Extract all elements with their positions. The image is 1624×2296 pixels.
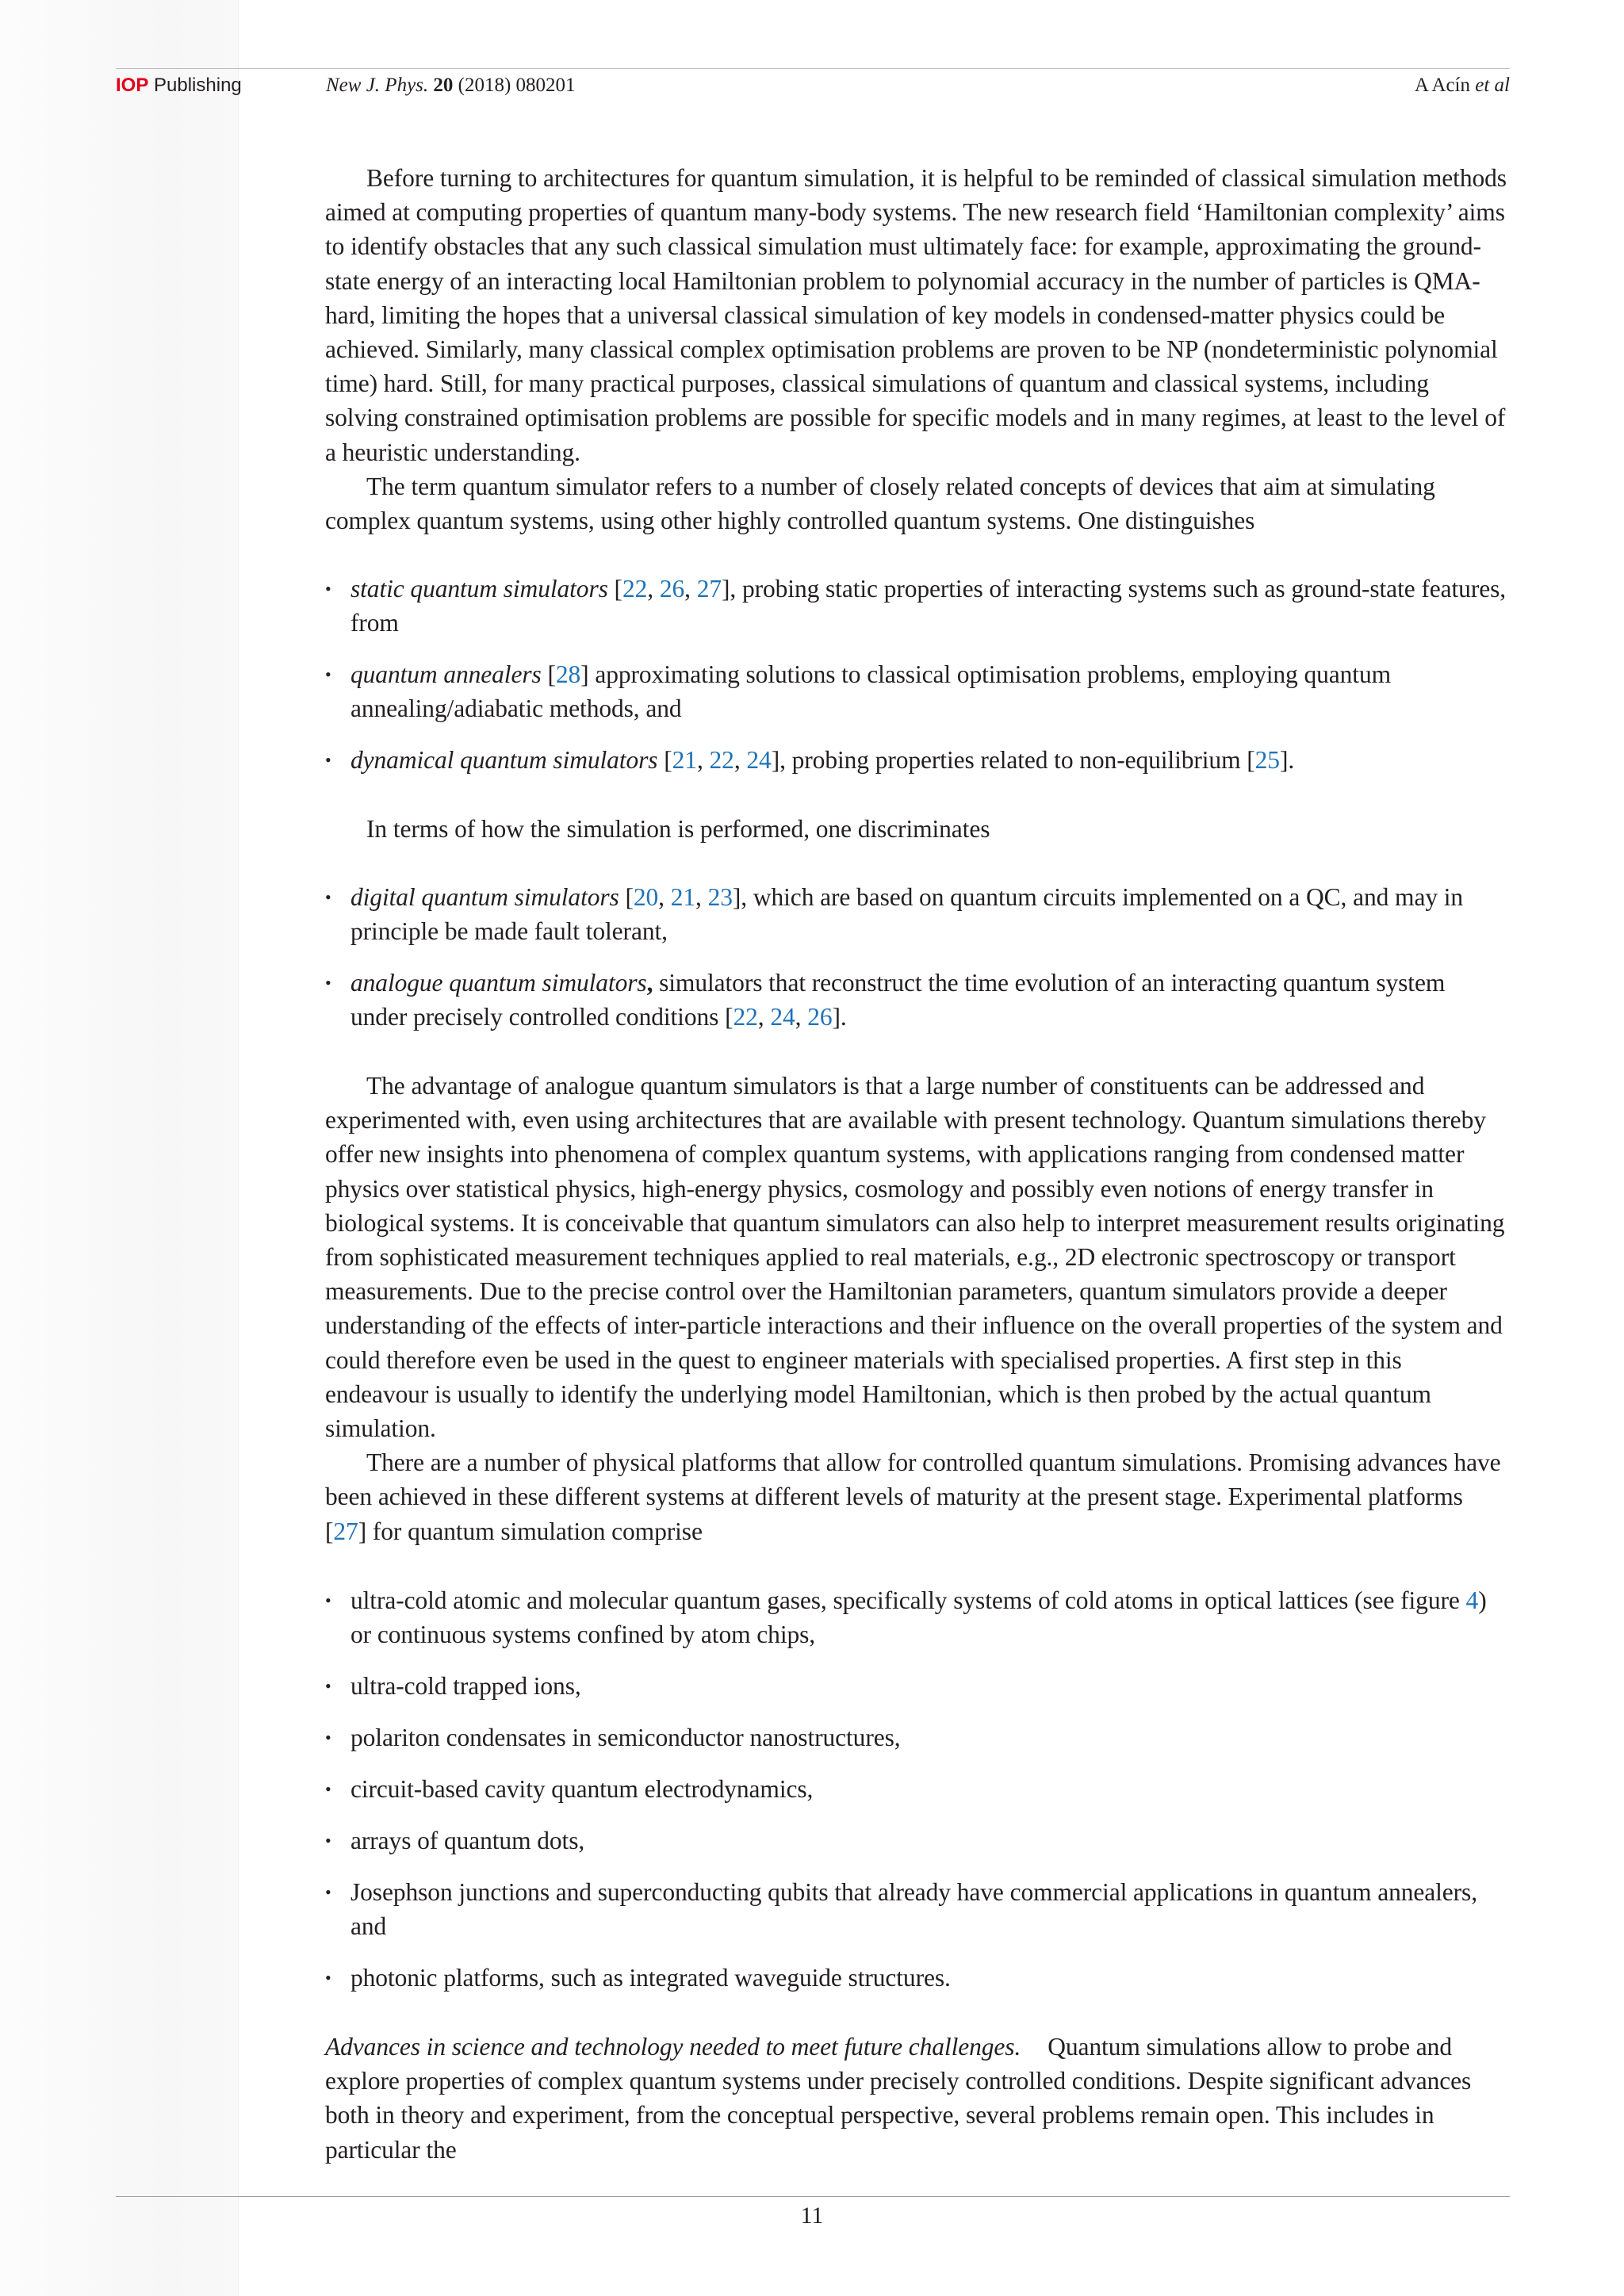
text-fragment: ], probing static properties of interacting systems such as ground-state features, from [350,575,1507,637]
text-fragment: simulators that reconstruct the time evolution of an interacting quantum system under precisely controlled conditions [ [350,969,1446,1031]
list-term: quantum annealers [350,660,542,688]
citation-link[interactable]: 22 [622,575,648,603]
list-platforms-4 [325,1772,1507,1806]
text-fragment: ], probing properties related to non-equilibrium [ [771,746,1255,774]
text-fragment: ]. [832,1003,847,1031]
citation-link[interactable]: 21 [672,746,697,774]
list-term: analogue quantum simulators [350,969,647,997]
citation-link[interactable]: 24 [746,746,772,774]
journal-volume: 20 [433,75,454,96]
citation-link[interactable]: 23 [707,883,733,911]
citation-link[interactable]: 22 [733,1003,758,1031]
run-in-heading: Advances in science and technology needed to meet future challenges. [325,2033,1021,2061]
text-fragment: ], which are based on quantum circuits implemented on a QC, and may in principle be made fault tolerant, [350,883,1464,946]
text-fragment: ]. [1279,746,1295,774]
paragraph-analogue-advantage [325,1069,1507,1548]
citation-link[interactable]: 22 [709,746,734,774]
iop-mark: IOP [116,75,149,96]
paragraph-text [325,1445,1507,1548]
text-fragment: There are a number of physical platforms that allow for controlled quantum simulations. Promising advances have been achieved in these different systems at different levels of maturity at the present stage. Experimental platforms [ [325,1448,1501,1545]
list-simulator-types [325,572,1507,640]
author-name: A Acín [1414,75,1470,96]
publisher-name: Publishing [154,75,242,96]
text-fragment: [ [541,660,556,688]
list-item: • dynamical quantum simulators [21, 22, 24], probing properties related to non-equilibrium [25]. [325,743,1507,777]
list-item: • static quantum simulators [22, 26, 27], probing static properties of interacting systems such as ground-state features, from [325,572,1507,640]
text-fragment: ] approximating solutions to classical optimisation problems, employing quantum annealing/adiabatic methods, and [350,660,1392,723]
list-term: digital quantum simulators [350,883,619,911]
citation-link[interactable]: 24 [770,1003,795,1031]
running-author [1415,75,1510,97]
text-fragment: ultra-cold atomic and molecular quantum gases, specifically systems of cold atoms in optical lattices (see figure [350,1586,1466,1614]
page-number: 11 [800,2202,824,2229]
journal-citation [326,75,576,97]
citation-link[interactable]: 27 [333,1517,358,1545]
text-fragment: ] for quantum simulation comprise [358,1517,703,1545]
list-item: • Josephson junctions and superconducting qubits that already have commercial applications in quantum annealers, and [325,1875,1507,1943]
citation-link[interactable]: 26 [807,1003,833,1031]
margin-edge [238,0,239,2296]
paragraph-advances [325,2030,1507,2167]
text-fragment: , [646,969,653,997]
text-fragment: Quantum simulations allow to probe and explore properties of complex quantum systems under precisely controlled conditions. Despite significant advances both in theory and experiment, from the conceptual perspective, several problems remain open. This includes in particular the [325,2033,1472,2164]
citation-link[interactable]: 20 [633,883,659,911]
list-term: static quantum simulators [350,575,608,603]
citation-link[interactable]: 25 [1254,746,1280,774]
paragraph-text: The term quantum simulator refers to a number of closely related concepts of devices that aim at simulating complex quantum systems, using other highly controlled quantum systems. One distinguishes [325,472,1435,535]
list-item: • circuit-based cavity quantum electrodynamics, [325,1772,1507,1806]
text-fragment: [ [619,883,634,911]
paragraph-text: The advantage of analogue quantum simulators is that a large number of constituents can be addressed and experimented with, even using architectures that are available with present technology. Quantum simulations thereby offer new insights into phenomena of complex quantum systems, with applications ranging from condensed matter physics over statistical physics, high-energy physics, cosmology and possibly even notions of energy transfer in biological systems. It is conceivable that quantum simulators can also help to interpret measurement results originating from sophisticated measurement techniques applied to real materials, e.g., 2D electronic spectroscopy or transport measurements. Due to the precise control over the Hamiltonian parameters, quantum simulators provide a deeper understanding of the effects of inter-particle interactions and their influence on the overall properties of the system and could therefore even be used in the quest to engineer materials with specialised properties. A first step in this endeavour is usually to identify the underlying model Hamiltonian, which is then probed by the actual quantum simulation. [325,1072,1505,1443]
citation-link[interactable]: 26 [659,575,685,603]
list-term: dynamical quantum simulators [350,746,658,774]
text-fragment: [ [607,575,622,603]
list-item: • digital quantum simulators [20, 21, 23], which are based on quantum circuits implemented on a QC, and may in principle be made fault tolerant, [325,880,1507,948]
text-fragment: [ [657,746,672,774]
author-et-al: et al [1475,75,1510,96]
list-platforms-5 [325,1823,1507,1858]
citation-link[interactable]: 28 [555,660,581,688]
left-margin-shade [0,0,238,2296]
list-platforms [325,1583,1507,1651]
list-simulation-modes [325,880,1507,948]
list-simulator-types-3 [325,743,1507,777]
journal-name: New J. Phys. [326,75,429,96]
list-item: • photonic platforms, such as integrated waveguide structures. [325,1961,1507,1995]
publisher-logo [116,75,242,97]
list-item: • ultra-cold trapped ions, [325,1669,1507,1703]
list-item [325,657,1507,725]
paragraph-discriminates [325,812,1507,846]
list-item: • analogue quantum simulators, simulators that reconstruct the time evolution of an interacting quantum system under precisely controlled conditions [22, 24, 26]. [325,966,1507,1034]
list-simulator-types-2 [325,657,1507,725]
paragraph-text: Before turning to architectures for quantum simulation, it is helpful to be reminded of classical simulation methods aimed at computing properties of quantum many-body systems. The new research field ‘Hamiltonian complexity’ aims to identify obstacles that any such classical simulation must ultimately face: for example, approximating the ground-state energy of an interacting local Hamiltonian problem to polynomial accuracy in the number of particles is QMA-hard, limiting the hopes that a universal classical simulation of key models in condensed-matter physics could be achieved. Similarly, many classical complex optimisation problems are proven to be NP (nondeterministic polynomial time) hard. Still, for many practical purposes, classical simulations of quantum and classical systems, including solving constrained optimisation problems are possible for specific models and in many regimes, at least to the level of a heuristic understanding. [325,164,1507,466]
list-item [325,1583,1507,1651]
list-platforms-6 [325,1875,1507,1943]
list-simulation-modes-2 [325,966,1507,1034]
footer-rule [116,2196,1510,2197]
paragraph-text: In terms of how the simulation is performed, one discriminates [366,815,990,843]
list-platforms-3 [325,1720,1507,1755]
text-fragment: ) or continuous systems confined by atom chips, [350,1586,1487,1649]
list-platforms-2 [325,1669,1507,1703]
paragraph-classical-simulation [325,161,1507,538]
citation-link[interactable]: 27 [696,575,722,603]
paragraph-text [325,2030,1507,2167]
citation-link[interactable]: 21 [670,883,696,911]
list-item: • arrays of quantum dots, [325,1823,1507,1858]
list-item: • polariton condensates in semiconductor nanostructures, [325,1720,1507,1755]
journal-year-article: (2018) 080201 [458,75,576,96]
list-platforms-7 [325,1961,1507,1995]
running-header [116,67,1510,98]
figure-link[interactable]: 4 [1465,1586,1479,1614]
